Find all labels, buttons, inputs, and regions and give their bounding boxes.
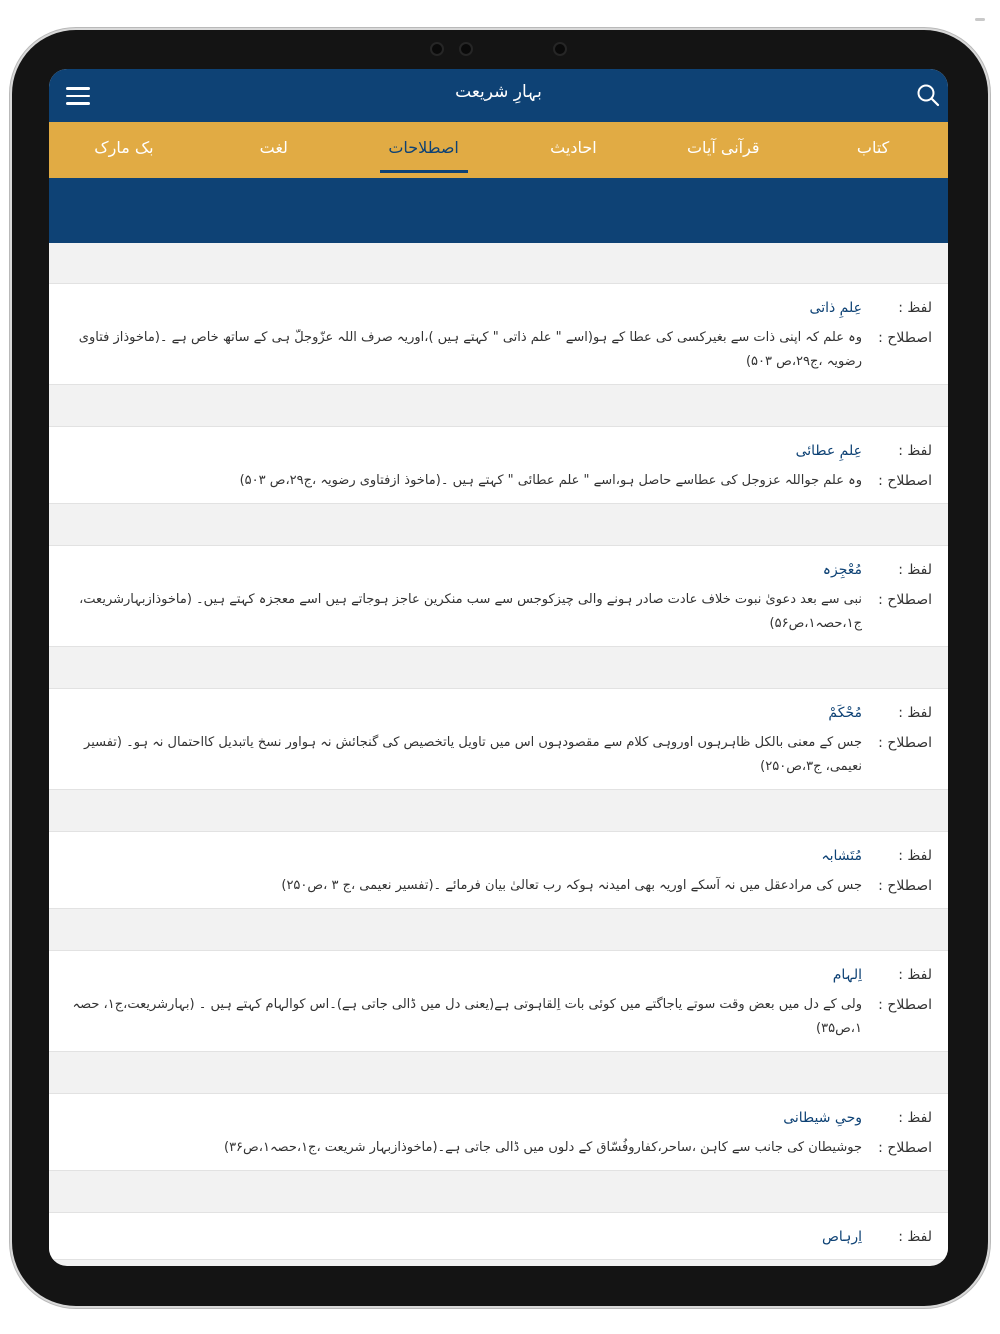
term-word: عِلمِ ذاتی bbox=[809, 300, 862, 316]
search-icon[interactable] bbox=[916, 83, 940, 107]
term-definition: جس کے معنی بالکل ظاہرہوں اوروہی کلام سے مقصودہوں اس میں تاویل یاتخصیص کی گنجائش نہ ہواور نسخ یاتبدیل کااحتمال نہ ہو۔ (تفسیر نعیمی، ج۳،ص۲۵۰) bbox=[84, 735, 862, 774]
header-banner bbox=[49, 178, 948, 243]
camera-icon bbox=[553, 42, 567, 56]
tab-lughat[interactable]: لغت bbox=[259, 138, 288, 157]
word-label: لفظ : bbox=[898, 443, 932, 459]
tab-bookmark[interactable]: بک مارک bbox=[94, 138, 154, 157]
term-label: اصطلاح : bbox=[878, 997, 932, 1013]
app-title: بہارِ شریعت bbox=[455, 82, 542, 102]
camera-icon bbox=[459, 42, 473, 56]
term-definition: جوشیطان کی جانب سے کاہن ،ساحر،کفاروفُسّاق کے دلوں میں ڈالی جاتی ہے۔(ماخوذازبہار شریعت ،ج۱،حصہ۱،ص۳۶) bbox=[223, 1140, 862, 1155]
term-word: اِلہام bbox=[832, 967, 862, 983]
tab-ahadith[interactable]: احادیث bbox=[550, 138, 597, 157]
term-word: مُحْکَمْ bbox=[828, 705, 862, 721]
list-item[interactable] bbox=[49, 1212, 948, 1260]
app-screen bbox=[49, 69, 948, 1266]
word-label: لفظ : bbox=[898, 1229, 932, 1245]
term-definition: وہ علم کہ اپنی ذات سے بغیرکسی کی عطا کے ہو(اسے " علم ذاتی " کہتے ہیں )،اوریہ صرف اللہ عزّوجلّ ہی کے ساتھ خاص ہے ۔(ماخوذاز فتاوی رضویہ ،ج۲۹،ص ۵۰۳) bbox=[78, 330, 862, 369]
term-label: اصطلاح : bbox=[878, 330, 932, 346]
word-label: لفظ : bbox=[898, 967, 932, 983]
tab-istilahat[interactable]: اصطلاحات bbox=[349, 122, 499, 178]
term-word: عِلمِ عطائی bbox=[795, 443, 862, 459]
tab-quranic-verses[interactable]: قرآنی آیات bbox=[686, 138, 760, 157]
term-definition: جس کی مرادعقل میں نہ آسکے اوریہ بھی امیدنہ ہوکہ رب تعالیٰ بیان فرمائے ۔(تفسیر نعیمی ،ج ۳ ،ص۲۵۰) bbox=[281, 878, 862, 893]
term-word: مُتَشابہ bbox=[821, 848, 862, 864]
list-item[interactable] bbox=[49, 545, 948, 647]
word-label: لفظ : bbox=[898, 1110, 932, 1126]
list-item[interactable] bbox=[49, 831, 948, 909]
tab-kitab[interactable]: کتاب bbox=[856, 138, 890, 157]
term-label: اصطلاح : bbox=[878, 878, 932, 894]
word-label: لفظ : bbox=[898, 848, 932, 864]
term-word: اِرہاص bbox=[821, 1229, 862, 1245]
top-app-bar bbox=[49, 69, 948, 122]
term-label: اصطلاح : bbox=[878, 473, 932, 489]
word-label: لفظ : bbox=[898, 300, 932, 316]
word-label: لفظ : bbox=[898, 705, 932, 721]
list-item[interactable] bbox=[49, 283, 948, 385]
term-word: وحیِ شیطانی bbox=[783, 1110, 862, 1126]
term-definition: نبی سے بعد دعویٰ نبوت خلاف عادت صادر ہونے والی چیزکوجس سے سب منکرین عاجز ہوجاتے ہیں اسے معجزہ کہتے ہیں۔ (ماخوذازبہارشریعت، ج۱،حصہ۱،ص۵۶) bbox=[79, 592, 862, 631]
list-item[interactable] bbox=[49, 950, 948, 1052]
camera-icon bbox=[430, 42, 444, 56]
list-item[interactable] bbox=[49, 688, 948, 790]
term-word: مُعْجِزہ bbox=[822, 562, 862, 578]
term-label: اصطلاح : bbox=[878, 592, 932, 608]
list-item[interactable] bbox=[49, 1093, 948, 1171]
terms-list bbox=[49, 283, 948, 1266]
term-label: اصطلاح : bbox=[878, 1140, 932, 1156]
term-definition: ولی کے دل میں بعض وقت سوتے یاجاگتے میں کوئی بات اِلقاہوتی ہے(یعنی دل میں ڈالی جاتی ہے)۔اس کوالہام کہتے ہیں ۔ (بہارشریعت،ج۱، حصہ ۱،ص۳۵) bbox=[72, 997, 862, 1036]
tab-bar bbox=[49, 122, 948, 178]
word-label: لفظ : bbox=[898, 562, 932, 578]
term-definition: وہ علم جواللہ عزوجل کی عطاسے حاصل ہو،اسے " علم عطائی " کہتے ہیں ۔(ماخوذ ازفتاوی رضویہ ،ج۲۹،ص ۵۰۳) bbox=[239, 473, 862, 488]
list-item[interactable] bbox=[49, 426, 948, 504]
device-side-button bbox=[975, 18, 985, 21]
term-label: اصطلاح : bbox=[878, 735, 932, 751]
